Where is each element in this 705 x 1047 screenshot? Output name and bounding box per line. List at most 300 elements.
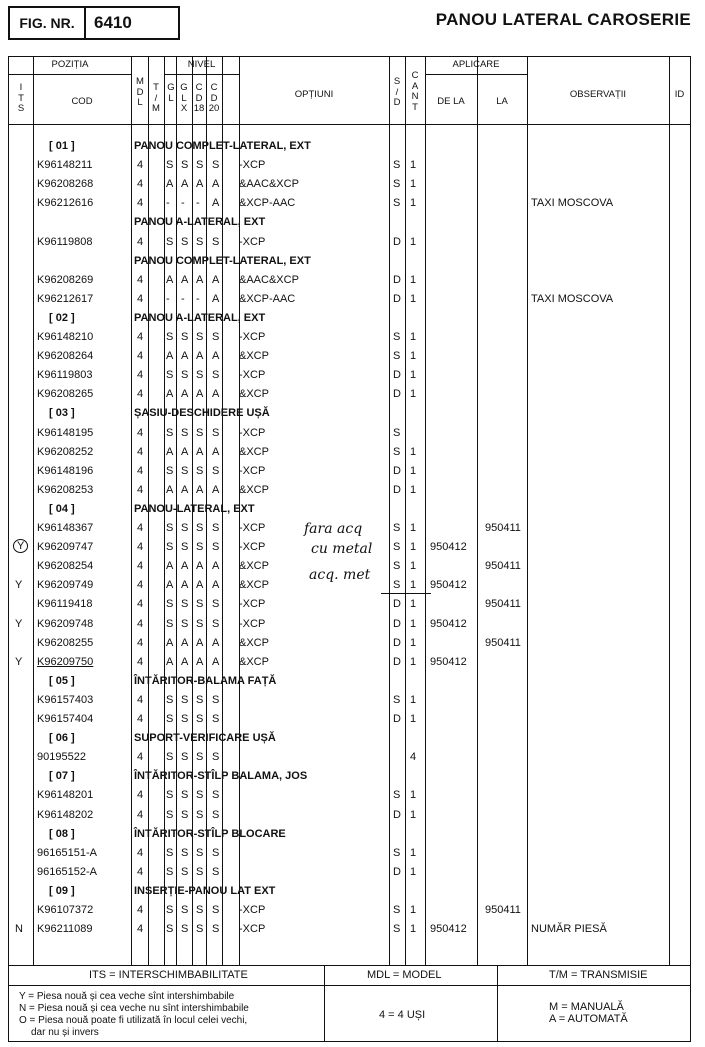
column-line bbox=[148, 57, 149, 965]
nivel-value: A bbox=[181, 636, 189, 649]
from-date: 950412 bbox=[430, 655, 467, 668]
side-value: D bbox=[393, 713, 401, 725]
nivel-value: S bbox=[212, 865, 220, 878]
table-row bbox=[9, 806, 690, 825]
nivel-value: S bbox=[181, 789, 189, 802]
nivel-value: S bbox=[181, 846, 189, 859]
header-optiuni: OPȚIUNI bbox=[294, 89, 334, 100]
part-code: K96148211 bbox=[37, 159, 93, 172]
nivel-value: S bbox=[212, 713, 220, 725]
table-row bbox=[9, 615, 690, 634]
nivel-value: A bbox=[212, 579, 220, 592]
to-date: 950411 bbox=[485, 598, 521, 611]
nivel-value: S bbox=[181, 331, 189, 343]
nivel-value: A bbox=[166, 636, 174, 649]
nivel-value: S bbox=[181, 713, 189, 725]
part-code: K96209750 bbox=[37, 655, 94, 668]
quantity-value: 1 bbox=[410, 178, 417, 191]
nivel-value: A bbox=[166, 445, 174, 458]
nivel-value: S bbox=[166, 923, 174, 936]
part-code: K96208253 bbox=[37, 483, 94, 496]
group-heading-row bbox=[9, 500, 690, 519]
model-value: 4 bbox=[137, 808, 144, 821]
model-value: 4 bbox=[137, 693, 144, 706]
option-value: -XCP bbox=[239, 159, 266, 172]
legend-tm-title: T/M = TRANSMISIE bbox=[549, 969, 648, 981]
part-code: K96148195 bbox=[37, 426, 94, 439]
model-value: 4 bbox=[137, 751, 144, 764]
option-value: &XCP bbox=[239, 445, 269, 458]
table-row bbox=[9, 424, 690, 443]
header-cd18-char: C bbox=[195, 82, 203, 93]
header-sd-char: S bbox=[393, 76, 401, 87]
group-heading-row bbox=[9, 309, 690, 328]
column-line bbox=[389, 57, 390, 965]
model-value: 4 bbox=[137, 579, 144, 592]
nivel-value: A bbox=[181, 178, 189, 191]
group-title: SUPORT-VERIFICARE UȘĂ bbox=[134, 732, 276, 745]
handwritten-note: acq. met bbox=[309, 567, 371, 583]
nivel-value: S bbox=[181, 369, 189, 382]
quantity-value: 1 bbox=[410, 789, 417, 802]
nivel-value: - bbox=[181, 197, 185, 210]
nivel-value: S bbox=[166, 846, 174, 859]
handwritten-note: fara acq bbox=[304, 521, 363, 537]
quantity-value: 1 bbox=[410, 235, 417, 248]
nivel-value: A bbox=[166, 483, 174, 496]
side-value: D bbox=[393, 369, 401, 382]
side-value: D bbox=[393, 235, 401, 248]
model-value: 4 bbox=[137, 904, 144, 916]
part-code: K96119418 bbox=[37, 598, 93, 611]
model-value: 4 bbox=[137, 865, 144, 878]
legend bbox=[8, 965, 691, 1042]
nivel-value: S bbox=[212, 846, 220, 859]
header-mdl-char: D bbox=[136, 86, 144, 98]
table-row bbox=[9, 328, 690, 347]
part-code: K96208265 bbox=[37, 388, 94, 401]
quantity-value: 1 bbox=[410, 904, 417, 916]
nivel-value: A bbox=[181, 350, 189, 363]
option-value: &XCP-AAC bbox=[239, 197, 296, 210]
nivel-value: S bbox=[181, 522, 189, 534]
quantity-value: 1 bbox=[410, 541, 417, 554]
nivel-value: A bbox=[196, 655, 204, 668]
legend-mdl-title: MDL = MODEL bbox=[367, 969, 442, 981]
part-code: K96208255 bbox=[37, 636, 94, 649]
nivel-value: A bbox=[212, 388, 220, 401]
nivel-value: S bbox=[196, 426, 204, 439]
nivel-value: S bbox=[212, 464, 220, 477]
table-row bbox=[9, 385, 690, 404]
header-observatii: OBSERVAȚII bbox=[569, 89, 627, 100]
table-row bbox=[9, 194, 690, 213]
option-value: -XCP bbox=[239, 426, 266, 439]
nivel-value: S bbox=[181, 923, 189, 936]
nivel-value: A bbox=[196, 445, 204, 458]
parts-table bbox=[8, 56, 691, 966]
header-cod: COD bbox=[71, 96, 93, 107]
model-value: 4 bbox=[137, 655, 144, 668]
to-date: 950411 bbox=[485, 560, 521, 573]
header-pozitia: POZIȚIA bbox=[51, 59, 89, 70]
side-value: S bbox=[393, 197, 401, 210]
part-code: K96209748 bbox=[37, 617, 94, 630]
nivel-value: S bbox=[181, 598, 189, 611]
header-bottom-line bbox=[9, 124, 690, 125]
header-cant-char: T bbox=[412, 101, 418, 113]
nivel-value: A bbox=[181, 445, 189, 458]
table-row bbox=[9, 156, 690, 175]
side-value: S bbox=[393, 789, 401, 802]
group-title: PANOU COMPLET-LATERAL, EXT bbox=[134, 140, 311, 152]
nivel-value: S bbox=[166, 693, 174, 706]
table-row bbox=[9, 691, 690, 710]
its-value: Y bbox=[15, 617, 23, 630]
legend-divider bbox=[497, 965, 498, 1041]
nivel-value: S bbox=[212, 331, 220, 343]
part-code: K96157403 bbox=[37, 693, 94, 706]
header-cd20-char: C bbox=[210, 82, 218, 93]
model-value: 4 bbox=[137, 445, 144, 458]
model-value: 4 bbox=[137, 197, 144, 210]
table-row bbox=[9, 920, 690, 939]
legend-divider bbox=[324, 965, 325, 1041]
table-row bbox=[9, 653, 690, 672]
header-its-char: T bbox=[18, 92, 24, 104]
its-value: Y bbox=[13, 539, 28, 553]
side-value: D bbox=[393, 483, 401, 496]
fig-number-box bbox=[8, 6, 180, 40]
legend-header bbox=[9, 965, 690, 986]
nivel-value: A bbox=[166, 350, 174, 363]
header-aplicare: APLICARE bbox=[452, 59, 500, 70]
part-code: K96212617 bbox=[37, 292, 94, 305]
option-value: -XCP bbox=[239, 235, 266, 248]
subgroup-title: PANOU COMPLET-LATERAL, EXT bbox=[134, 254, 311, 267]
nivel-value: A bbox=[212, 178, 220, 191]
quantity-value: 1 bbox=[410, 808, 417, 821]
model-value: 4 bbox=[137, 464, 144, 477]
group-code: [ 08 ] bbox=[49, 827, 75, 840]
side-value: S bbox=[393, 560, 401, 573]
header-la: LA bbox=[496, 96, 508, 107]
nivel-value: S bbox=[196, 846, 204, 859]
nivel-value: A bbox=[196, 273, 204, 286]
table-row bbox=[9, 748, 690, 767]
option-value: &XCP bbox=[239, 560, 269, 573]
side-value: S bbox=[393, 522, 401, 534]
model-value: 4 bbox=[137, 369, 144, 382]
side-value: D bbox=[393, 464, 401, 477]
group-code: [ 01 ] bbox=[49, 140, 75, 152]
group-title: ÎNTĂRITOR-STÎLP BLOCARE bbox=[134, 827, 286, 840]
quantity-value: 1 bbox=[410, 522, 417, 534]
header-gl-char: G bbox=[167, 82, 175, 93]
header-cant-char: A bbox=[411, 80, 419, 92]
nivel-value: S bbox=[196, 331, 204, 343]
to-date: 950411 bbox=[485, 636, 521, 649]
group-code: [ 04 ] bbox=[49, 502, 75, 515]
quantity-value: 1 bbox=[410, 923, 417, 936]
nivel-value: S bbox=[181, 865, 189, 878]
nivel-value: S bbox=[166, 617, 174, 630]
option-value: -XCP bbox=[239, 617, 266, 630]
part-code: K96208252 bbox=[37, 445, 94, 458]
nivel-value: S bbox=[181, 235, 189, 248]
nivel-value: S bbox=[166, 369, 174, 382]
nivel-value: S bbox=[196, 923, 204, 936]
nivel-value: S bbox=[166, 464, 174, 477]
option-value: &XCP-AAC bbox=[239, 292, 296, 305]
side-value: S bbox=[393, 579, 401, 592]
nivel-value: A bbox=[212, 445, 220, 458]
part-code: K96157404 bbox=[37, 713, 94, 725]
model-value: 4 bbox=[137, 292, 144, 305]
model-value: 4 bbox=[137, 541, 144, 554]
part-code: K96148210 bbox=[37, 331, 94, 343]
column-line bbox=[164, 57, 165, 965]
nivel-value: S bbox=[166, 713, 174, 725]
side-value: S bbox=[393, 846, 401, 859]
nivel-value: S bbox=[166, 159, 174, 172]
header-divider bbox=[425, 74, 527, 75]
table-row bbox=[9, 233, 690, 252]
part-code: K96211089 bbox=[37, 923, 93, 936]
part-code: K96208269 bbox=[37, 273, 94, 286]
side-value: S bbox=[393, 445, 401, 458]
from-date: 950412 bbox=[430, 923, 467, 936]
header-tm bbox=[150, 83, 162, 115]
column-line bbox=[405, 57, 406, 965]
option-value: -XCP bbox=[239, 522, 266, 534]
header-glx bbox=[178, 83, 190, 115]
nivel-value: S bbox=[166, 751, 174, 764]
option-value: -XCP bbox=[239, 369, 266, 382]
table-row bbox=[9, 786, 690, 805]
column-line bbox=[206, 57, 207, 965]
group-code: [ 05 ] bbox=[49, 674, 75, 687]
side-value: S bbox=[393, 159, 401, 172]
option-value: -XCP bbox=[239, 464, 266, 477]
header-gl-char: L bbox=[168, 92, 174, 104]
option-value: &AAC&XCP bbox=[239, 273, 299, 286]
table-row bbox=[9, 271, 690, 290]
header-sd-char: / bbox=[395, 86, 399, 98]
nivel-value: - bbox=[166, 197, 170, 210]
table-row bbox=[9, 901, 690, 920]
legend-its-line: dar nu și invers bbox=[31, 1027, 99, 1038]
nivel-value: S bbox=[212, 617, 220, 630]
quantity-value: 1 bbox=[410, 388, 417, 401]
nivel-value: S bbox=[166, 789, 174, 802]
nivel-value: S bbox=[166, 865, 174, 878]
nivel-value: A bbox=[181, 560, 189, 573]
group-title: ÎNTĂRITOR-STÎLP BALAMA, JOS bbox=[134, 770, 308, 783]
part-code: K96148201 bbox=[37, 789, 94, 802]
header-id: ID bbox=[674, 89, 685, 100]
nivel-value: A bbox=[212, 636, 220, 649]
group-heading-row bbox=[9, 825, 690, 844]
subgroup-title: PANOU A-LATERAL, EXT bbox=[134, 216, 266, 229]
header-tm-char: M bbox=[152, 103, 160, 114]
header-cd18-char: 18 bbox=[193, 103, 205, 114]
nivel-value: S bbox=[166, 522, 174, 534]
header-nivel: NIVEL bbox=[187, 59, 216, 70]
nivel-value: A bbox=[196, 636, 204, 649]
side-value: S bbox=[393, 331, 401, 343]
column-line bbox=[131, 57, 132, 965]
quantity-value: 1 bbox=[410, 445, 417, 458]
nivel-value: A bbox=[196, 388, 204, 401]
nivel-value: S bbox=[212, 598, 220, 611]
fig-label: FIG. NR. bbox=[10, 8, 86, 38]
header-cant-char: N bbox=[411, 91, 419, 102]
table-row bbox=[9, 634, 690, 653]
column-line bbox=[425, 57, 426, 965]
nivel-value: S bbox=[166, 331, 174, 343]
nivel-value: S bbox=[196, 522, 204, 534]
nivel-value: S bbox=[181, 808, 189, 821]
group-heading-row bbox=[9, 137, 690, 156]
nivel-value: S bbox=[181, 541, 189, 554]
part-code: K96119803 bbox=[37, 369, 93, 382]
side-value: D bbox=[393, 292, 401, 305]
model-value: 4 bbox=[137, 159, 144, 172]
header-glx-char: G bbox=[180, 82, 188, 93]
header-cd20-char: 20 bbox=[208, 103, 220, 114]
from-date: 950412 bbox=[430, 541, 467, 554]
quantity-value: 1 bbox=[410, 693, 417, 706]
nivel-value: S bbox=[181, 751, 189, 764]
page-title: PANOU LATERAL CAROSERIE bbox=[435, 10, 691, 29]
header-glx-char: X bbox=[180, 103, 188, 114]
nivel-value: A bbox=[166, 579, 174, 592]
nivel-value: A bbox=[196, 178, 204, 191]
model-value: 4 bbox=[137, 331, 144, 343]
nivel-value: S bbox=[196, 789, 204, 802]
nivel-value: A bbox=[196, 350, 204, 363]
side-value: D bbox=[393, 617, 401, 630]
table-row bbox=[9, 863, 690, 882]
side-value: S bbox=[393, 923, 401, 936]
quantity-value: 1 bbox=[410, 598, 417, 611]
nivel-value: S bbox=[166, 598, 174, 611]
header-tm-char: / bbox=[154, 92, 158, 104]
group-code: [ 02 ] bbox=[49, 311, 75, 324]
legend-mdl-value: 4 = 4 UȘI bbox=[379, 1009, 426, 1021]
header-divider bbox=[9, 74, 131, 75]
quantity-value: 1 bbox=[410, 159, 417, 172]
model-value: 4 bbox=[137, 178, 144, 191]
nivel-value: A bbox=[196, 579, 204, 592]
table-row bbox=[9, 347, 690, 366]
header-cd18 bbox=[192, 83, 206, 115]
nivel-value: A bbox=[166, 560, 174, 573]
part-code: K96212616 bbox=[37, 197, 94, 210]
option-value: &XCP bbox=[239, 388, 269, 401]
column-line bbox=[669, 57, 670, 965]
nivel-value: S bbox=[212, 522, 220, 534]
observation: TAXI MOSCOVA bbox=[531, 292, 614, 305]
nivel-value: S bbox=[196, 808, 204, 821]
header-mdl-char: M bbox=[136, 76, 144, 87]
model-value: 4 bbox=[137, 598, 144, 611]
quantity-value: 1 bbox=[410, 865, 417, 878]
to-date: 950411 bbox=[485, 904, 521, 916]
nivel-value: S bbox=[212, 426, 220, 439]
side-value: S bbox=[393, 426, 401, 439]
nivel-value: A bbox=[212, 292, 220, 305]
group-heading-row bbox=[9, 404, 690, 423]
header-glx-char: L bbox=[181, 92, 187, 104]
nivel-value: A bbox=[212, 560, 220, 573]
group-heading-row bbox=[9, 767, 690, 786]
side-value: D bbox=[393, 388, 401, 401]
quantity-value: 1 bbox=[410, 273, 417, 286]
group-heading-row bbox=[9, 882, 690, 901]
nivel-value: S bbox=[196, 751, 204, 764]
part-code: K96209747 bbox=[37, 541, 94, 554]
nivel-value: S bbox=[166, 235, 174, 248]
nivel-value: A bbox=[212, 273, 220, 286]
column-line bbox=[176, 57, 177, 965]
nivel-value: A bbox=[166, 655, 174, 668]
model-value: 4 bbox=[137, 388, 144, 401]
model-value: 4 bbox=[137, 350, 144, 363]
model-value: 4 bbox=[137, 617, 144, 630]
nivel-value: - bbox=[196, 292, 200, 305]
model-value: 4 bbox=[137, 846, 144, 859]
option-value: -XCP bbox=[239, 331, 266, 343]
nivel-value: S bbox=[181, 159, 189, 172]
group-code: [ 06 ] bbox=[49, 732, 75, 745]
nivel-value: A bbox=[181, 655, 189, 668]
header-its bbox=[15, 83, 27, 115]
nivel-value: A bbox=[212, 197, 220, 210]
table-row bbox=[9, 290, 690, 309]
nivel-value: A bbox=[196, 483, 204, 496]
subgroup-heading-row bbox=[9, 252, 690, 271]
header-tm-char: T bbox=[153, 82, 159, 93]
nivel-value: A bbox=[166, 388, 174, 401]
model-value: 4 bbox=[137, 483, 144, 496]
legend-tm-line: A = AUTOMATĂ bbox=[549, 1013, 628, 1025]
header-its-char: S bbox=[17, 103, 25, 114]
nivel-value: A bbox=[212, 655, 220, 668]
header-sd bbox=[391, 77, 403, 109]
nivel-value: S bbox=[181, 426, 189, 439]
nivel-value: S bbox=[196, 617, 204, 630]
from-date: 950412 bbox=[430, 617, 467, 630]
side-value: D bbox=[393, 598, 401, 611]
option-value: &XCP bbox=[239, 483, 269, 496]
header-mdl bbox=[134, 77, 146, 109]
model-value: 4 bbox=[137, 235, 144, 248]
legend-its-line: Y = Piesa nouă și cea veche sînt intershimbabile bbox=[19, 991, 235, 1002]
group-title: INSERȚIE-PANOU LAT EXT bbox=[134, 884, 276, 897]
nivel-value: - bbox=[166, 292, 170, 305]
side-value: D bbox=[393, 808, 401, 821]
column-line bbox=[239, 57, 240, 965]
part-code: 96165151-A bbox=[37, 846, 97, 859]
part-code: K96208254 bbox=[37, 560, 94, 573]
nivel-value: S bbox=[212, 808, 220, 821]
model-value: 4 bbox=[137, 273, 144, 286]
to-date: 950411 bbox=[485, 522, 521, 534]
nivel-value: S bbox=[212, 235, 220, 248]
nivel-value: A bbox=[181, 579, 189, 592]
